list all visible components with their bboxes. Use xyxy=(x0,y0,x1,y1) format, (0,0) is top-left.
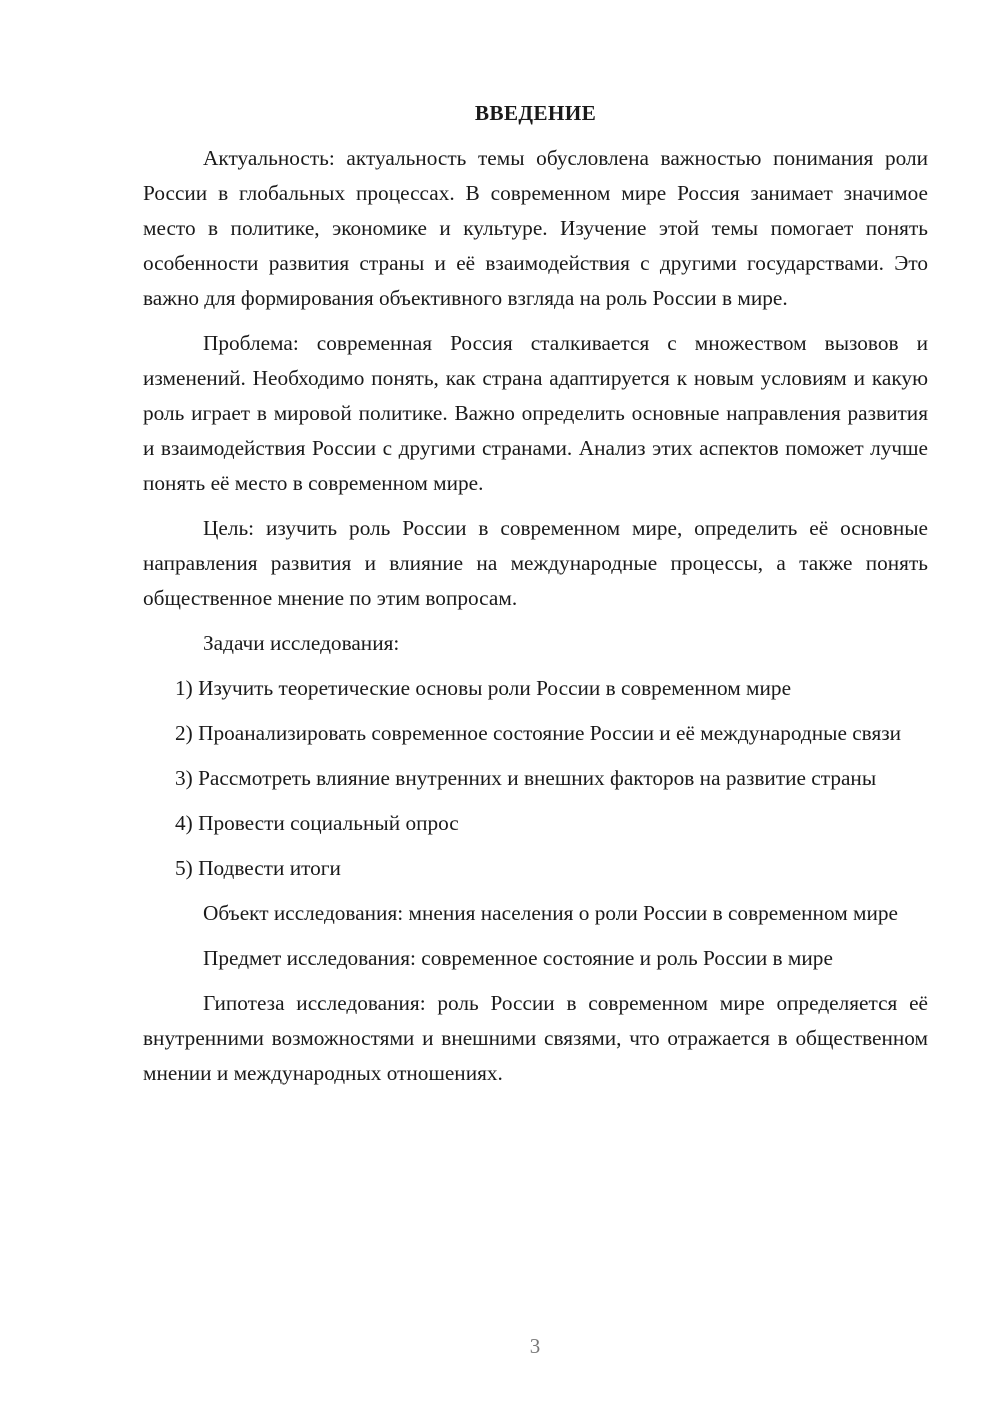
paragraph-goal: Цель: изучить роль России в современном мире, определить её основные направления развития и влияние на международные процессы, а также понять общественное мнение по этим вопросам. xyxy=(143,516,928,610)
task-item: 5) Подвести итоги xyxy=(175,856,341,880)
section-title: ВВЕДЕНИЕ xyxy=(474,101,597,125)
task-item: 3) Рассмотреть влияние внутренних и внешних факторов на развитие страны xyxy=(175,766,877,790)
paragraph-subject: Предмет исследования: современное состояние и роль России в мире xyxy=(203,946,833,970)
paragraph-hypothesis: Гипотеза исследования: роль России в современном мире определяется её внутренними возможностями и внешними связями, что отражается в общественном мнении и международных отношениях. xyxy=(143,991,928,1085)
paragraph-tasks-heading: Задачи исследования: xyxy=(203,631,400,655)
task-item: 1) Изучить теоретические основы роли России в современном мире xyxy=(175,676,792,700)
paragraph-relevance: Актуальность: актуальность темы обусловлена важностью понимания роли России в глобальных процессах. В современном мире Россия занимает значимое место в политике, экономике и культуре. Изучение этой темы помогает понять особенности развития страны и её взаимодействия с другими государствами. Это важно для формирования объективного взгляда на роль России в мире. xyxy=(143,146,928,310)
paragraph-problem: Проблема: современная Россия сталкивается с множеством вызовов и изменений. Необходимо понять, как страна адаптируется к новым условиям и какую роль играет в мировой политике. Важно определить основные направления развития и взаимодействия России с другими странами. Анализ этих аспектов поможет лучше понять её место в современном мире. xyxy=(143,331,928,495)
task-item: 2) Проанализировать современное состояние России и её международные связи xyxy=(175,721,902,745)
document-page xyxy=(143,96,928,1101)
task-item: 4) Провести социальный опрос xyxy=(175,811,459,835)
paragraph-object: Объект исследования: мнения населения о роли России в современном мире xyxy=(203,901,898,925)
page-number: 3 xyxy=(529,1334,541,1358)
